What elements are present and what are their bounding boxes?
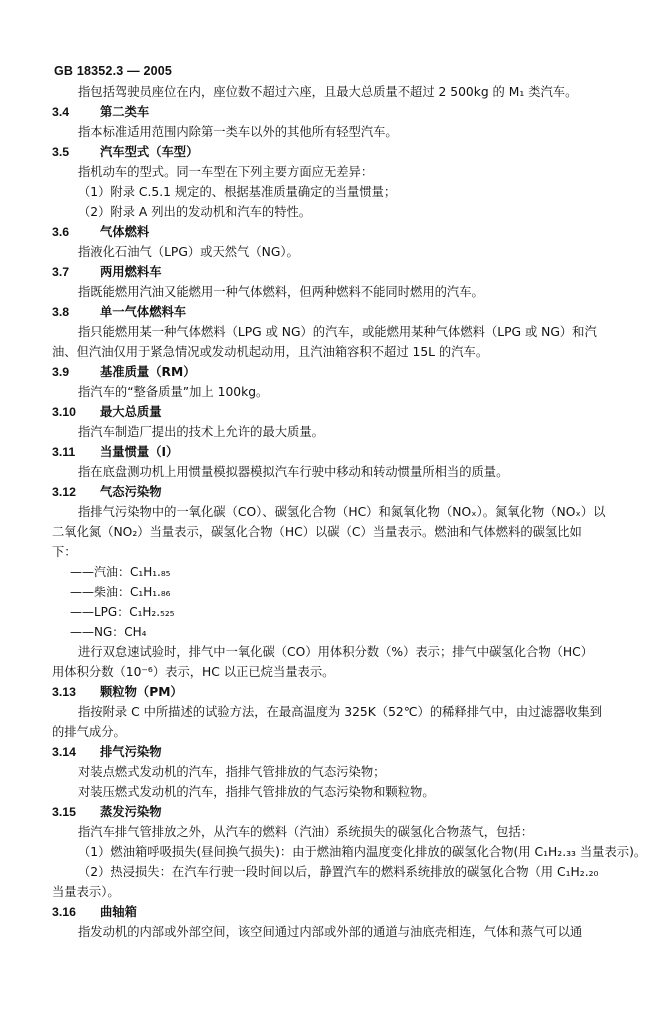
paragraph-line: 指汽车的“整备质量”加上 100kg。 xyxy=(78,385,269,399)
paragraph-line: 对装点燃式发动机的汽车，指排气管排放的气态污染物； xyxy=(78,765,386,779)
paragraph-line: 指排气污染物中的一氧化碳（CO）、碳氢化合物（HC）和氮氧化物（NOₓ）。氮氧化物（NOₓ）以 xyxy=(78,505,606,519)
section-title: 颗粒物（PM） xyxy=(100,685,183,699)
paragraph-line: 指汽车排气管排放之外，从汽车的燃料（汽油）系统损失的碳氢化合物蒸气，包括： xyxy=(78,825,533,839)
section-heading xyxy=(52,142,632,162)
section-number: 3.8 xyxy=(52,305,70,319)
fuel-formula-item: ——NG：CH₄ xyxy=(70,625,147,639)
section-heading xyxy=(52,442,632,462)
fuel-formula-item: ——LPG：C₁H₂.₅₂₅ xyxy=(70,605,175,619)
section-number: 3.14 xyxy=(52,745,76,759)
paragraph-line: 指机动车的型式。同一车型在下列主要方面应无差异： xyxy=(78,165,374,179)
section-number: 3.6 xyxy=(52,225,70,239)
section-number: 3.16 xyxy=(52,905,76,919)
paragraph-line: （2）附录 A 列出的发动机和汽车的特性。 xyxy=(78,205,312,219)
section-number: 3.7 xyxy=(52,265,70,279)
paragraph-line: （2）热浸损失：在汽车行驶一段时间以后，静置汽车的燃料系统排放的碳氢化合物（用 C₁H₂.₂₀ xyxy=(78,865,599,879)
document-body xyxy=(52,82,647,942)
fuel-formula-item: ——柴油：C₁H₁.₈₆ xyxy=(70,585,171,599)
paragraph-line: 指液化石油气（LPG）或天然气（NG）。 xyxy=(78,245,299,259)
paragraph-line: 油、但汽油仅用于紧急情况或发动机起动用，且汽油箱容积不超过 15L 的汽车。 xyxy=(52,345,489,359)
section-title: 两用燃料车 xyxy=(100,265,162,279)
standard-header: GB 18352.3 — 2005 xyxy=(54,64,173,78)
paragraph-line: 指在底盘测功机上用惯量模拟器模拟汽车行驶中移动和转动惯量所相当的质量。 xyxy=(78,465,509,479)
section-number: 3.4 xyxy=(52,105,70,119)
paragraph-line: 指包括驾驶员座位在内，座位数不超过六座，且最大总质量不超过 2 500kg 的 M₁ 类汽车。 xyxy=(78,85,578,99)
paragraph-line: （1）附录 C.5.1 规定的、根据基准质量确定的当量惯量； xyxy=(78,185,397,199)
section-number: 3.13 xyxy=(52,685,76,699)
paragraph-line: 指汽车制造厂提出的技术上允许的最大质量。 xyxy=(78,425,324,439)
section-title: 当量惯量（I） xyxy=(100,445,179,459)
section-number: 3.12 xyxy=(52,485,76,499)
paragraph-line: 指按附录 C 中所描述的试验方法，在最高温度为 325K（52℃）的稀释排气中，由过滤器收集到 xyxy=(78,705,602,719)
section-title: 汽车型式（车型） xyxy=(100,145,199,159)
section-title: 第二类车 xyxy=(100,105,150,119)
section-number: 3.9 xyxy=(52,365,70,379)
section-heading xyxy=(52,682,632,702)
section-title: 单一气体燃料车 xyxy=(100,305,187,319)
section-title: 基准质量（RM） xyxy=(100,365,196,379)
paragraph-line: 指发动机的内部或外部空间，该空间通过内部或外部的通道与油底壳相连，气体和蒸气可以通 xyxy=(78,925,583,939)
section-title: 气体燃料 xyxy=(100,225,150,239)
section-title: 气态污染物 xyxy=(100,485,162,499)
paragraph-line: 二氧化氮（NO₂）当量表示，碳氢化合物（HC）以碳（C）当量表示。燃油和气体燃料的碳氢比如 xyxy=(52,525,582,539)
paragraph-line: （1）燃油箱呼吸损失(昼间换气损失)：由于燃油箱内温度变化排放的碳氢化合物(用 C₁H₂.₃₃ 当量表示)。 xyxy=(78,845,647,859)
section-title: 最大总质量 xyxy=(100,405,162,419)
paragraph-line: 进行双怠速试验时，排气中一氧化碳（CO）用体积分数（%）表示；排气中碳氢化合物（HC） xyxy=(78,645,594,659)
paragraph-line: 指本标准适用范围内除第一类车以外的其他所有轻型汽车。 xyxy=(78,125,398,139)
section-number: 3.10 xyxy=(52,405,76,419)
section-heading xyxy=(52,482,632,502)
paragraph-line: 指只能燃用某一种气体燃料（LPG 或 NG）的汽车，或能燃用某种气体燃料（LPG 或 NG）和汽 xyxy=(78,325,597,339)
section-heading xyxy=(52,302,632,322)
paragraph-line: 当量表示）。 xyxy=(52,885,120,899)
section-heading xyxy=(52,742,632,762)
section-number: 3.5 xyxy=(52,145,70,159)
section-title: 曲轴箱 xyxy=(100,905,137,919)
section-heading xyxy=(52,102,632,122)
section-heading xyxy=(52,802,632,822)
paragraph-line: 用体积分数（10⁻⁶）表示，HC 以正已烷当量表示。 xyxy=(52,665,335,679)
section-heading xyxy=(52,262,632,282)
section-number: 3.11 xyxy=(52,445,76,459)
paragraph-line: 的排气成分。 xyxy=(52,725,126,739)
section-heading xyxy=(52,362,632,382)
section-heading xyxy=(52,402,632,422)
section-number: 3.15 xyxy=(52,805,76,819)
paragraph-line: 下： xyxy=(52,545,77,559)
paragraph-line: 对装压燃式发动机的汽车，指排气管排放的气态污染物和颗粒物。 xyxy=(78,785,435,799)
section-heading xyxy=(52,222,632,242)
section-heading xyxy=(52,902,632,922)
fuel-formula-item: ——汽油：C₁H₁.₈₅ xyxy=(70,565,171,579)
section-title: 排气污染物 xyxy=(100,745,162,759)
section-title: 蒸发污染物 xyxy=(100,805,162,819)
paragraph-line: 指既能燃用汽油又能燃用一种气体燃料，但两种燃料不能同时燃用的汽车。 xyxy=(78,285,484,299)
